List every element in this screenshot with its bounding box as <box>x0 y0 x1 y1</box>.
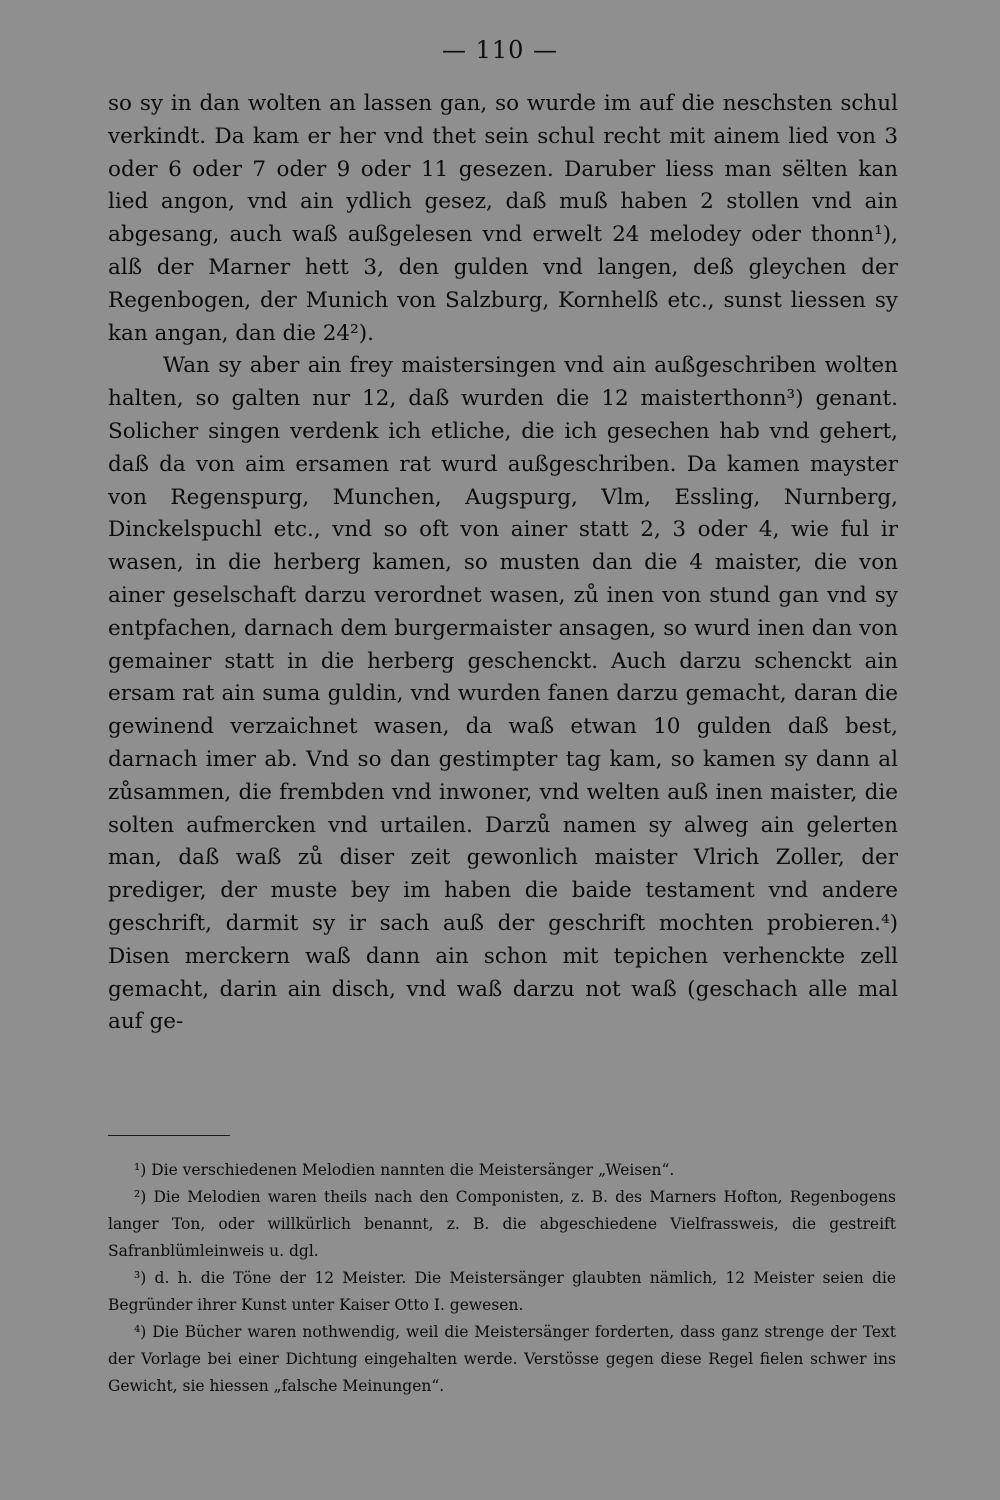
footnote-3: ³) d. h. die Töne der 12 Meister. Die Meistersänger glaubten nämlich, 12 Meister seien die Begründer ihrer Kunst unter Kaiser Otto I. gewesen. <box>108 1269 896 1314</box>
footnote-4: ⁴) Die Bücher waren nothwendig, weil die Meistersänger forderten, dass ganz strenge der Text der Vorlage bei einer Dichtung eingehalten werde. Verstösse gegen diese Regel fielen schwer ins Gewicht, sie hiessen „falsche Meinungen“. <box>108 1323 896 1395</box>
footnote-2: ²) Die Melodien waren theils nach den Componisten, z. B. des Marners Hofton, Regenbogens langer Ton, oder willkürlich benannt, z. B. die abgeschiedene Vielfrassweis, die gestreift Safranblümleinweis u. dgl. <box>108 1188 896 1260</box>
footnotes <box>108 1157 896 1400</box>
page-number: — 110 — <box>441 36 559 64</box>
footnote-1: ¹) Die verschiedenen Melodien nannten die Meistersänger „Weisen“. <box>134 1161 675 1179</box>
footnote-divider <box>108 1135 230 1136</box>
paragraph-1: so sy in dan wolten an lassen gan, so wurde im auf die neschsten schul verkindt. Da kam er her vnd thet sein schul recht mit ainem lied von 3 oder 6 oder 7 oder 9 oder 11 gesezen. Daruber liess man sëlten kan lied angon, vnd ain ydlich gesez, daß muß haben 2 stollen vnd ain abgesang, auch waß außgelesen vnd erwelt 24 melodey oder thonn¹), alß der Marner hett 3, den gulden vnd langen, deß gleychen der Regenbogen, der Munich von Salzburg, Kornhelß etc., sunst liessen sy kan angan, dan die 24²). <box>108 91 898 346</box>
main-text <box>108 88 898 1039</box>
paragraph-2: Wan sy aber ain frey maistersingen vnd ain außgeschriben wolten halten, so galten nur 12, daß wurden die 12 maisterthonn³) genant. Solicher singen verdenk ich etliche, die ich gesechen hab vnd gehert, daß da von aim ersamen rat wurd außgeschriben. Da kamen mayster von Regenspurg, Munchen, Augspurg, Vlm, Essling, Nurnberg, Dinckelspuchl etc., vnd so oft von ainer statt 2, 3 oder 4, wie ful ir wasen, in die herberg kamen, so musten dan die 4 maister, die von ainer geselschaft darzu verordnet wasen, zů inen von stund gan vnd sy entpfachen, darnach dem burgermaister ansagen, so wurd inen dan von gemainer statt in die herberg geschenckt. Auch darzu schenckt ain ersam rat ain suma guldin, vnd wurden fanen darzu gemacht, daran die gewinend verzaichnet wasen, da waß etwan 10 gulden daß best, darnach imer ab. Vnd so dan gestimpter tag kam, so kamen sy dann al zůsammen, die frembden vnd inwoner, vnd welten auß inen maister, die solten aufmercken vnd urtailen. Darzů namen sy alweg ain gelerten man, daß waß zů diser zeit gewonlich maister Vlrich Zoller, der prediger, der muste bey im haben die baide testament vnd andere geschrift, darmit sy ir sach auß der geschrift mochten probieren.⁴) Disen merckern waß dann ain schon mit tepichen verhenckte zell gemacht, darin ain disch, vnd waß darzu not waß (geschach alle mal auf ge- <box>108 353 898 1035</box>
